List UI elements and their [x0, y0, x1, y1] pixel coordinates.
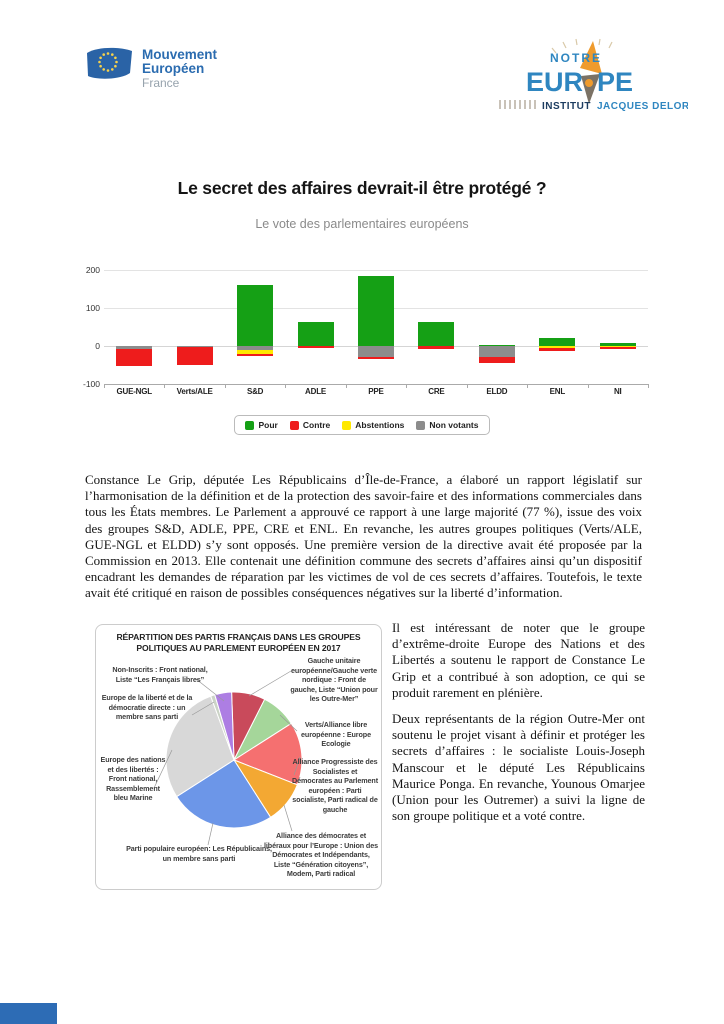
- contre-swatch-icon: [290, 421, 299, 430]
- bar-segment: [418, 322, 454, 346]
- gridline: [104, 384, 648, 385]
- pie-label-adle: Alliance des démocrates et libéraux pour l’Europe : Union des Démocrates et Indépendants, Liste “Génération citoyens”, Modem, Parti radical: [264, 831, 379, 878]
- pour-swatch-icon: [245, 421, 254, 430]
- notre-europe-logo: [498, 38, 688, 121]
- x-axis-label: NI: [613, 387, 622, 396]
- logo-line: Mouvement: [142, 47, 218, 62]
- right-paragraph-2: Deux représentants de la région Outre-Mer ont soutenu le projet visant à définir et protéger les secrets d’affaires : le socialiste Louis-Joseph Manscour et le député Les Républicains Maurice Ponga. En revanche, Younous Omarjee (Union pour les Outremer) a suivi la ligne de son groupe politique et a voté contre.: [392, 711, 645, 824]
- axis-tick: [648, 384, 649, 388]
- legend-item-non-votants: [416, 420, 478, 430]
- bar-segment: [116, 349, 152, 366]
- bar-segment: [479, 357, 515, 363]
- pie-label-sd: Alliance Progressiste des Socialistes et Démocrates au Parlement européen : Parti socialiste, Parti radical de gauche: [292, 757, 378, 814]
- mouvement-europeen-logo: [84, 46, 217, 90]
- europe-text-right: PE: [597, 67, 634, 97]
- bar-segment: [298, 322, 334, 346]
- non-votants-swatch-icon: [416, 421, 425, 430]
- bar-segment: [237, 285, 273, 346]
- bar-segment: [479, 346, 515, 357]
- bar-segment: [358, 346, 394, 357]
- right-column: [392, 620, 645, 834]
- legend-label: Non votants: [429, 420, 479, 430]
- legend-label: Pour: [258, 420, 278, 430]
- europe-text-left: EUR: [526, 67, 584, 97]
- abstentions-swatch-icon: [342, 421, 351, 430]
- gridline: [104, 270, 648, 271]
- bar-segment: [600, 347, 636, 349]
- leader-line: [249, 671, 291, 696]
- mouvement-europeen-wordmark: [142, 46, 217, 90]
- x-axis-label: CRE: [428, 387, 445, 396]
- bar-chart: [78, 265, 648, 405]
- eu-flag-icon: [84, 46, 134, 85]
- bar-segment: [358, 276, 394, 346]
- pie-label-verts: Verts/Alliance libre européenne : Europe Ecologie: [301, 720, 371, 748]
- x-axis-label: Verts/ALE: [176, 387, 213, 396]
- pie-label-ni: Non-Inscrits : Front national, Liste “Les Français libres”: [112, 665, 208, 684]
- logo-line: Européen: [142, 61, 205, 76]
- leader-line: [208, 823, 213, 845]
- legend-label: Contre: [302, 420, 331, 430]
- x-axis-label: S&D: [246, 387, 264, 396]
- legend-item-contre: [290, 420, 330, 430]
- y-axis-label: 0: [95, 341, 100, 351]
- pie-label-gue: Gauche unitaire européenne/Gauche verte nordique : Front de gauche, Liste “Union pour les Outre-Mer”: [290, 656, 378, 703]
- bar-segment: [237, 354, 273, 356]
- bar-segment: [539, 348, 575, 351]
- bar-segment: [358, 357, 394, 359]
- x-axis-label: ADLE: [305, 387, 327, 396]
- bar-segment: [539, 338, 575, 346]
- footer-accent-bar: [0, 1003, 57, 1024]
- x-axis-label: ENL: [549, 387, 566, 396]
- bar-segment: [418, 346, 454, 349]
- logo-line: France: [142, 76, 180, 90]
- legend-item-pour: [245, 420, 277, 430]
- hash-marks-icon: [500, 100, 535, 109]
- chart-legend-row: [0, 415, 724, 435]
- pie-label-enl: Europe des nations et des libertés : Front national, Rassemblement bleu Marine: [100, 755, 166, 802]
- bar-segment: [177, 347, 213, 365]
- compass-hub-icon: [585, 79, 593, 87]
- page-title: Le secret des affaires devrait-il être protégé ?: [177, 178, 547, 198]
- pie-chart-panel: [95, 624, 382, 890]
- y-axis-label: 200: [85, 265, 100, 275]
- x-axis-label: GUE-NGL: [116, 387, 152, 396]
- leader-line: [284, 805, 292, 831]
- chart-legend: [234, 415, 489, 435]
- page-subtitle: Le vote des parlementaires européens: [255, 217, 469, 231]
- institut-text: INSTITUT: [542, 101, 591, 112]
- legend-label: Abstentions: [355, 420, 405, 430]
- pie-label-ppe: Parti populaire européen: Les Républicains, un membre sans parti: [126, 844, 272, 863]
- jacques-delors-text: JACQUES DELORS: [597, 101, 688, 112]
- notre-text: NOTRE: [550, 51, 602, 65]
- right-paragraph-1: Il est intéressant de noter que le groupe d’extrême-droite Europe des Nations et des Libertés a soutenu le rapport de Constance Le Grip et a contribué à son adoption, ce qui se produit rarement en plénière.: [392, 620, 645, 700]
- pie-label-eldd: Europe de la liberté et de la démocratie directe : un membre sans parti: [101, 693, 193, 721]
- body-paragraph: Constance Le Grip, députée Les Républicains d’Île-de-France, a élaboré un rapport législatif sur l’harmonisation de la définition et de la protection des savoir-faire et des informations commerciales dans tous les États membres. Le Parlement a approuvé ce rapport à une large majorité (77 %), issue des voix des groupes S&D, ADLE, PPE, CRE et ENL. En revanche, les autres groupes politiques (Verts/ALE, GUE-NGL et ELDD) s’y sont opposés. Une première version de la directive avait été proposée par la Commission en 2013. Elle contenait une définition commune des secrets d’affaires ainsi qu’un dispositif encadrant les demandes de réparation par les victimes de vol de ces secrets d’affaires. Toutefois, le texte avait été critiqué en raison de possibles conséquences négatives sur la liberté d’information.: [85, 472, 642, 601]
- pie-chart-title: RÉPARTITION DES PARTIS FRANÇAIS DANS LES GROUPES POLITIQUES AU PARLEMENT EUROPÉEN EN 2017: [116, 632, 361, 654]
- y-axis-label: 100: [85, 303, 100, 313]
- y-axis-label: -100: [82, 379, 100, 389]
- bar-segment: [298, 346, 334, 348]
- x-axis-label: PPE: [368, 387, 384, 396]
- legend-item-abstentions: [342, 420, 404, 430]
- x-axis-label: ELDD: [486, 387, 508, 396]
